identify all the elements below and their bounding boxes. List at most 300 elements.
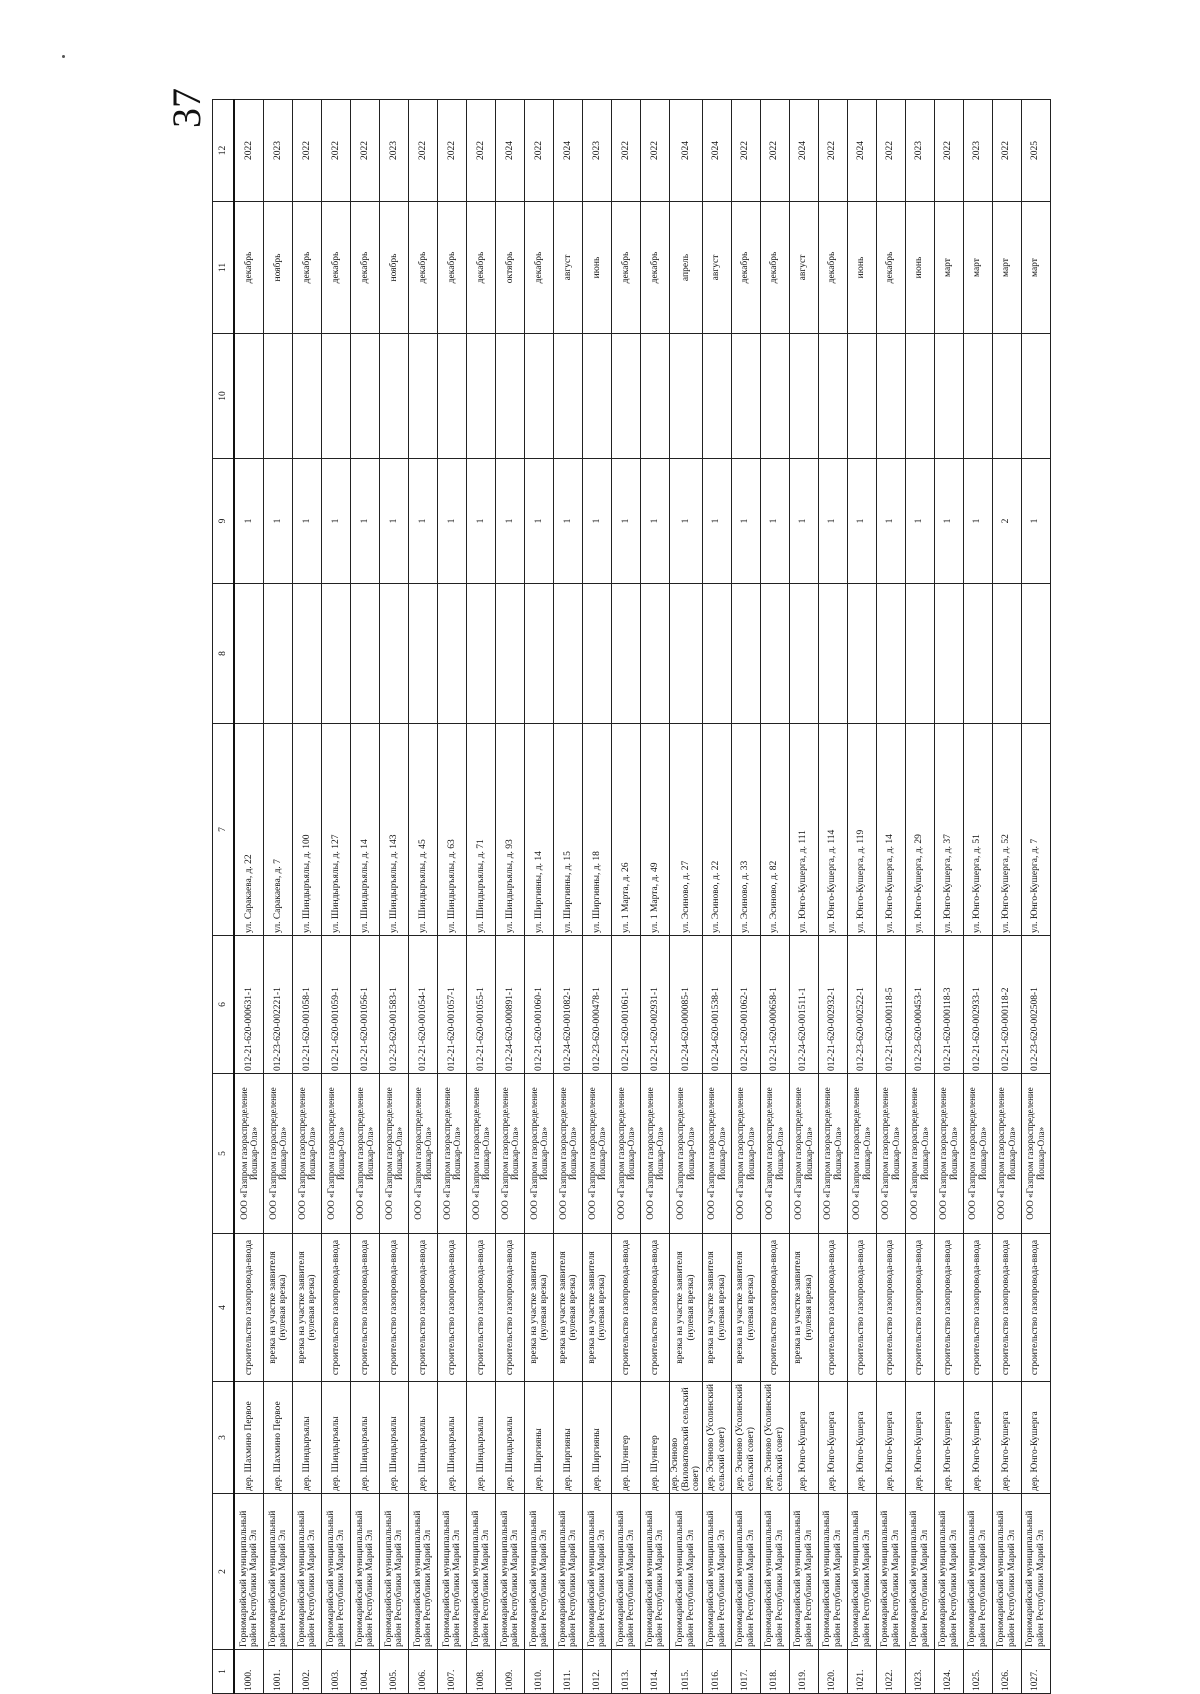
quantity-cell: 1 [847,459,876,584]
column-header-11: 11 [213,202,235,334]
address-cell: ул. Юнго-Кушерга, д. 114 [818,724,847,936]
organization-cell: ООО «Газпром газораспределение Йошкар-Ола» [496,1074,525,1234]
table-row [818,100,847,1694]
column-8-cell [467,584,496,724]
quantity-cell: 1 [583,459,612,584]
row-number: 1009. [496,1650,525,1694]
row-number: 1020. [818,1650,847,1694]
row-number: 1001. [264,1650,293,1694]
organization-cell: ООО «Газпром газораспределение Йошкар-Ола» [525,1074,554,1234]
table-row [554,100,583,1694]
district-cell: Горномарийский муниципальный район Республики Марий Эл [760,1494,789,1650]
column-10-cell [789,334,818,459]
work-type-cell: строительство газопровода-ввода [934,1234,963,1382]
work-type-cell: врезка на участке заявителя (нулевая врезка) [264,1234,293,1382]
organization-cell: ООО «Газпром газораспределение Йошкар-Ола» [905,1074,934,1234]
column-10-cell [583,334,612,459]
work-type-cell: врезка на участке заявителя (нулевая врезка) [731,1234,760,1382]
application-code-cell: 012-21-620-001054-1 [409,936,438,1074]
work-type-cell: строительство газопровода-ввода [467,1234,496,1382]
row-number: 1014. [641,1650,670,1694]
table-row [438,100,467,1694]
table-row [525,100,554,1694]
organization-cell: ООО «Газпром газораспределение Йошкар-Ола» [641,1074,670,1234]
application-code-cell: 012-21-620-001061-1 [612,936,641,1074]
table-row [351,100,380,1694]
work-type-cell: врезка на участке заявителя (нулевая врезка) [293,1234,322,1382]
address-cell: ул. Шиндыръялы, д. 71 [467,724,496,936]
month-cell: декабрь [438,202,467,334]
column-10-cell [963,334,992,459]
month-cell: декабрь [351,202,380,334]
year-cell: 2022 [525,100,554,202]
year-cell: 2022 [409,100,438,202]
organization-cell: ООО «Газпром газораспределение Йошкар-Ола» [351,1074,380,1234]
address-cell: ул. Шиндыръялы, д. 14 [351,724,380,936]
quantity-cell: 2 [992,459,1021,584]
application-code-cell: 012-21-620-001057-1 [438,936,467,1074]
quantity-cell: 1 [322,459,351,584]
table-row [847,100,876,1694]
column-10-cell [702,334,731,459]
year-cell: 2023 [963,100,992,202]
column-10-cell [818,334,847,459]
column-8-cell [963,584,992,724]
table-row [992,100,1021,1694]
address-cell: ул. Юнго-Кушерга, д. 7 [1021,724,1050,936]
table-row [760,100,789,1694]
district-cell: Горномарийский муниципальный район Республики Марий Эл [1021,1494,1050,1650]
quantity-cell: 1 [438,459,467,584]
column-10-cell [409,334,438,459]
settlement-cell: дер. Юнго-Кушерга [934,1382,963,1494]
organization-cell: ООО «Газпром газораспределение Йошкар-Ола» [731,1074,760,1234]
settlement-cell: дер. Шиндыръялы [322,1382,351,1494]
row-number: 1011. [554,1650,583,1694]
application-code-cell: 012-23-620-002522-1 [847,936,876,1074]
year-cell: 2023 [583,100,612,202]
work-type-cell: строительство газопровода-ввода [963,1234,992,1382]
column-10-cell [380,334,409,459]
settlement-cell: дер. Эсиново (Усолинский сельский совет) [760,1382,789,1494]
table-body [234,100,1050,1694]
column-10-cell [351,334,380,459]
column-8-cell [702,584,731,724]
settlement-cell: дер. Юнго-Кушерга [818,1382,847,1494]
year-cell: 2024 [496,100,525,202]
month-cell: октябрь [496,202,525,334]
month-cell: июнь [905,202,934,334]
address-cell: ул. Шиндыръялы, д. 100 [293,724,322,936]
column-10-cell [876,334,905,459]
application-code-cell: 012-21-620-000631-1 [234,936,264,1074]
column-10-cell [322,334,351,459]
column-10-cell [438,334,467,459]
address-cell: ул. Юнго-Кушерга, д. 52 [992,724,1021,936]
work-type-cell: строительство газопровода-ввода [992,1234,1021,1382]
organization-cell: ООО «Газпром газораспределение Йошкар-Ола» [818,1074,847,1234]
application-code-cell: 012-24-620-000891-1 [496,936,525,1074]
table-row [234,100,264,1694]
row-number: 1019. [789,1650,818,1694]
month-cell: август [789,202,818,334]
address-cell: ул. Эсиново, д. 22 [702,724,731,936]
month-cell: декабрь [293,202,322,334]
column-8-cell [612,584,641,724]
application-code-cell: 012-21-620-000118-5 [876,936,905,1074]
district-cell: Горномарийский муниципальный район Республики Марий Эл [322,1494,351,1650]
organization-cell: ООО «Газпром газораспределение Йошкар-Ола» [438,1074,467,1234]
scan-speck [62,55,65,58]
column-10-cell [293,334,322,459]
column-10-cell [467,334,496,459]
organization-cell: ООО «Газпром газораспределение Йошкар-Ола» [322,1074,351,1234]
year-cell: 2022 [351,100,380,202]
column-8-cell [641,584,670,724]
year-cell: 2022 [934,100,963,202]
quantity-cell: 1 [264,459,293,584]
address-cell: ул. Шиндыръялы, д. 63 [438,724,467,936]
column-10-cell [234,334,264,459]
address-cell: ул. Эсиново, д. 33 [731,724,760,936]
organization-cell: ООО «Газпром газораспределение Йошкар-Ола» [234,1074,264,1234]
application-code-cell: 012-21-620-002931-1 [641,936,670,1074]
quantity-cell: 1 [1021,459,1050,584]
column-header-12: 12 [213,100,235,202]
quantity-cell: 1 [670,459,703,584]
column-header-5: 5 [213,1074,235,1234]
table-row [641,100,670,1694]
row-number: 1022. [876,1650,905,1694]
column-10-cell [641,334,670,459]
year-cell: 2022 [992,100,1021,202]
quantity-cell: 1 [234,459,264,584]
year-cell: 2024 [847,100,876,202]
month-cell: декабрь [409,202,438,334]
table-row [264,100,293,1694]
quantity-cell: 1 [702,459,731,584]
organization-cell: ООО «Газпром газораспределение Йошкар-Ола» [467,1074,496,1234]
column-10-cell [670,334,703,459]
application-code-cell: 012-21-620-000118-2 [992,936,1021,1074]
organization-cell: ООО «Газпром газораспределение Йошкар-Ола» [934,1074,963,1234]
address-cell: ул. 1 Марта, д. 26 [612,724,641,936]
settlement-cell: дер. Юнго-Кушерга [847,1382,876,1494]
column-10-cell [264,334,293,459]
column-header-8: 8 [213,584,235,724]
district-cell: Горномарийский муниципальный район Республики Марий Эл [992,1494,1021,1650]
row-number: 1024. [934,1650,963,1694]
address-cell: ул. 1 Марта, д. 49 [641,724,670,936]
application-code-cell: 012-24-620-001082-1 [554,936,583,1074]
column-8-cell [351,584,380,724]
application-code-cell: 012-24-620-000085-1 [670,936,703,1074]
work-type-cell: врезка на участке заявителя (нулевая врезка) [789,1234,818,1382]
column-8-cell [554,584,583,724]
district-cell: Горномарийский муниципальный район Республики Марий Эл [876,1494,905,1650]
address-cell: ул. Саракаева, д. 7 [264,724,293,936]
column-8-cell [789,584,818,724]
application-code-cell: 012-23-620-001583-1 [380,936,409,1074]
year-cell: 2023 [380,100,409,202]
month-cell: декабрь [876,202,905,334]
district-cell: Горномарийский муниципальный район Республики Марий Эл [670,1494,703,1650]
application-code-cell: 012-21-620-001056-1 [351,936,380,1074]
month-cell: декабрь [641,202,670,334]
application-code-cell: 012-21-620-001055-1 [467,936,496,1074]
organization-cell: ООО «Газпром газораспределение Йошкар-Ола» [760,1074,789,1234]
work-type-cell: строительство газопровода-ввода [847,1234,876,1382]
quantity-cell: 1 [380,459,409,584]
column-10-cell [992,334,1021,459]
column-10-cell [554,334,583,459]
work-type-cell: строительство газопровода-ввода [438,1234,467,1382]
settlement-cell: дер. Ширгияны [554,1382,583,1494]
column-8-cell [992,584,1021,724]
application-code-cell: 012-21-620-002932-1 [818,936,847,1074]
settlement-cell: дер. Ширгияны [525,1382,554,1494]
row-number: 1015. [670,1650,703,1694]
column-header-4: 4 [213,1234,235,1382]
year-cell: 2024 [702,100,731,202]
year-cell: 2022 [760,100,789,202]
column-header-1: 1 [213,1650,235,1694]
table-row [876,100,905,1694]
district-cell: Горномарийский муниципальный район Республики Марий Эл [583,1494,612,1650]
row-number: 1017. [731,1650,760,1694]
column-8-cell [1021,584,1050,724]
quantity-cell: 1 [293,459,322,584]
table-row [380,100,409,1694]
application-code-cell: 012-21-620-001059-1 [322,936,351,1074]
table-row [789,100,818,1694]
organization-cell: ООО «Газпром газораспределение Йошкар-Ола» [876,1074,905,1234]
work-type-cell: строительство газопровода-ввода [818,1234,847,1382]
month-cell: декабрь [525,202,554,334]
year-cell: 2022 [818,100,847,202]
quantity-cell: 1 [789,459,818,584]
column-8-cell [670,584,703,724]
column-header-6: 6 [213,936,235,1074]
work-type-cell: строительство газопровода-ввода [234,1234,264,1382]
row-number: 1023. [905,1650,934,1694]
month-cell: декабрь [760,202,789,334]
column-10-cell [612,334,641,459]
header-row [213,100,235,1694]
application-code-cell: 012-23-620-002508-1 [1021,936,1050,1074]
month-cell: март [963,202,992,334]
settlement-cell: дер. Шахмино Первое [234,1382,264,1494]
column-10-cell [731,334,760,459]
year-cell: 2023 [264,100,293,202]
organization-cell: ООО «Газпром газораспределение Йошкар-Ола» [409,1074,438,1234]
organization-cell: ООО «Газпром газораспределение Йошкар-Ола» [789,1074,818,1234]
organization-cell: ООО «Газпром газораспределение Йошкар-Ола» [992,1074,1021,1234]
row-number: 1018. [760,1650,789,1694]
organization-cell: ООО «Газпром газораспределение Йошкар-Ола» [702,1074,731,1234]
district-cell: Горномарийский муниципальный район Республики Марий Эл [905,1494,934,1650]
table-row [934,100,963,1694]
year-cell: 2022 [234,100,264,202]
quantity-cell: 1 [554,459,583,584]
month-cell: декабрь [731,202,760,334]
column-8-cell [525,584,554,724]
work-type-cell: строительство газопровода-ввода [876,1234,905,1382]
work-type-cell: строительство газопровода-ввода [1021,1234,1050,1382]
row-number: 1021. [847,1650,876,1694]
settlement-cell: дер. Шиндыръялы [467,1382,496,1494]
year-cell: 2022 [438,100,467,202]
row-number: 1026. [992,1650,1021,1694]
settlement-cell: дер. Юнго-Кушерга [992,1382,1021,1494]
row-number: 1008. [467,1650,496,1694]
address-cell: ул. Юнго-Кушерга, д. 14 [876,724,905,936]
application-code-cell: 012-23-620-000453-1 [905,936,934,1074]
column-10-cell [525,334,554,459]
district-cell: Горномарийский муниципальный район Республики Марий Эл [467,1494,496,1650]
quantity-cell: 1 [760,459,789,584]
work-type-cell: строительство газопровода-ввода [496,1234,525,1382]
year-cell: 2022 [322,100,351,202]
organization-cell: ООО «Газпром газораспределение Йошкар-Ола» [847,1074,876,1234]
address-cell: ул. Эсиново, д. 27 [670,724,703,936]
address-cell: ул. Ширгияны, д. 14 [525,724,554,936]
table-row [731,100,760,1694]
column-8-cell [760,584,789,724]
table-row [322,100,351,1694]
column-8-cell [380,584,409,724]
district-cell: Горномарийский муниципальный район Республики Марий Эл [351,1494,380,1650]
work-type-cell: строительство газопровода-ввода [322,1234,351,1382]
application-code-cell: 012-24-620-001511-1 [789,936,818,1074]
column-header-3: 3 [213,1382,235,1494]
address-cell: ул. Саракаева, д. 22 [234,724,264,936]
work-type-cell: врезка на участке заявителя (нулевая врезка) [670,1234,703,1382]
row-number: 1002. [293,1650,322,1694]
address-cell: ул. Шиндыръялы, д. 143 [380,724,409,936]
application-code-cell: 012-21-620-002933-1 [963,936,992,1074]
settlement-cell: дер. Юнго-Кушерга [789,1382,818,1494]
settlement-cell: дер. Юнго-Кушерга [1021,1382,1050,1494]
district-cell: Горномарийский муниципальный район Республики Марий Эл [612,1494,641,1650]
district-cell: Горномарийский муниципальный район Республики Марий Эл [525,1494,554,1650]
application-code-cell: 012-21-620-001058-1 [293,936,322,1074]
table-row [293,100,322,1694]
column-10-cell [760,334,789,459]
quantity-cell: 1 [731,459,760,584]
address-cell: ул. Юнго-Кушерга, д. 111 [789,724,818,936]
table-row [496,100,525,1694]
work-type-cell: врезка на участке заявителя (нулевая врезка) [525,1234,554,1382]
table-row [905,100,934,1694]
table-row [702,100,731,1694]
application-code-cell: 012-21-620-001062-1 [731,936,760,1074]
quantity-cell: 1 [963,459,992,584]
column-8-cell [905,584,934,724]
quantity-cell: 1 [409,459,438,584]
address-cell: ул. Юнго-Кушерга, д. 29 [905,724,934,936]
organization-cell: ООО «Газпром газораспределение Йошкар-Ола» [293,1074,322,1234]
work-type-cell: строительство газопровода-ввода [905,1234,934,1382]
settlement-cell: дер. Юнго-Кушерга [905,1382,934,1494]
year-cell: 2022 [876,100,905,202]
settlement-cell: дер. Шиндыръялы [351,1382,380,1494]
column-8-cell [731,584,760,724]
settlement-cell: дер. Ширгияны [583,1382,612,1494]
work-type-cell: врезка на участке заявителя (нулевая врезка) [583,1234,612,1382]
column-10-cell [496,334,525,459]
column-header-10: 10 [213,334,235,459]
address-cell: ул. Ширгияны, д. 18 [583,724,612,936]
column-8-cell [847,584,876,724]
work-type-cell: строительство газопровода-ввода [641,1234,670,1382]
row-number: 1025. [963,1650,992,1694]
organization-cell: ООО «Газпром газораспределение Йошкар-Ола» [963,1074,992,1234]
address-cell: ул. Шиндыръялы, д. 127 [322,724,351,936]
application-code-cell: 012-23-620-002221-1 [264,936,293,1074]
address-cell: ул. Юнго-Кушерга, д. 51 [963,724,992,936]
year-cell: 2023 [905,100,934,202]
district-cell: Горномарийский муниципальный район Республики Марий Эл [264,1494,293,1650]
quantity-cell: 1 [525,459,554,584]
month-cell: август [554,202,583,334]
settlement-cell: дер. Шуннгер [641,1382,670,1494]
district-cell: Горномарийский муниципальный район Республики Марий Эл [641,1494,670,1650]
settlement-cell: дер. Шахмино Первое [264,1382,293,1494]
year-cell: 2024 [670,100,703,202]
year-cell: 2024 [789,100,818,202]
quantity-cell: 1 [876,459,905,584]
gas-connection-table [212,99,1051,1694]
settlement-cell: дер. Шиндыръялы [496,1382,525,1494]
application-code-cell: 012-21-620-001060-1 [525,936,554,1074]
work-type-cell: строительство газопровода-ввода [380,1234,409,1382]
address-cell: ул. Юнго-Кушерга, д. 37 [934,724,963,936]
district-cell: Горномарийский муниципальный район Республики Марий Эл [731,1494,760,1650]
month-cell: март [992,202,1021,334]
row-number: 1006. [409,1650,438,1694]
row-number: 1003. [322,1650,351,1694]
table-row [1021,100,1050,1694]
table-row [612,100,641,1694]
row-number: 1027. [1021,1650,1050,1694]
year-cell: 2022 [641,100,670,202]
month-cell: август [702,202,731,334]
organization-cell: ООО «Газпром газораспределение Йошкар-Ола» [554,1074,583,1234]
column-header-2: 2 [213,1494,235,1650]
page-number: 37 [164,88,209,128]
rotated-table-container [212,100,1077,1694]
year-cell: 2025 [1021,100,1050,202]
column-10-cell [934,334,963,459]
address-cell: ул. Юнго-Кушерга, д. 119 [847,724,876,936]
application-code-cell: 012-24-620-001538-1 [702,936,731,1074]
month-cell: ноябрь [380,202,409,334]
column-header-7: 7 [213,724,235,936]
row-number: 1005. [380,1650,409,1694]
row-number: 1007. [438,1650,467,1694]
quantity-cell: 1 [612,459,641,584]
work-type-cell: строительство газопровода-ввода [351,1234,380,1382]
district-cell: Горномарийский муниципальный район Республики Марий Эл [847,1494,876,1650]
year-cell: 2022 [731,100,760,202]
district-cell: Горномарийский муниципальный район Республики Марий Эл [818,1494,847,1650]
work-type-cell: строительство газопровода-ввода [612,1234,641,1382]
organization-cell: ООО «Газпром газораспределение Йошкар-Ола» [612,1074,641,1234]
district-cell: Горномарийский муниципальный район Республики Марий Эл [934,1494,963,1650]
table-row [670,100,703,1694]
district-cell: Горномарийский муниципальный район Республики Марий Эл [496,1494,525,1650]
